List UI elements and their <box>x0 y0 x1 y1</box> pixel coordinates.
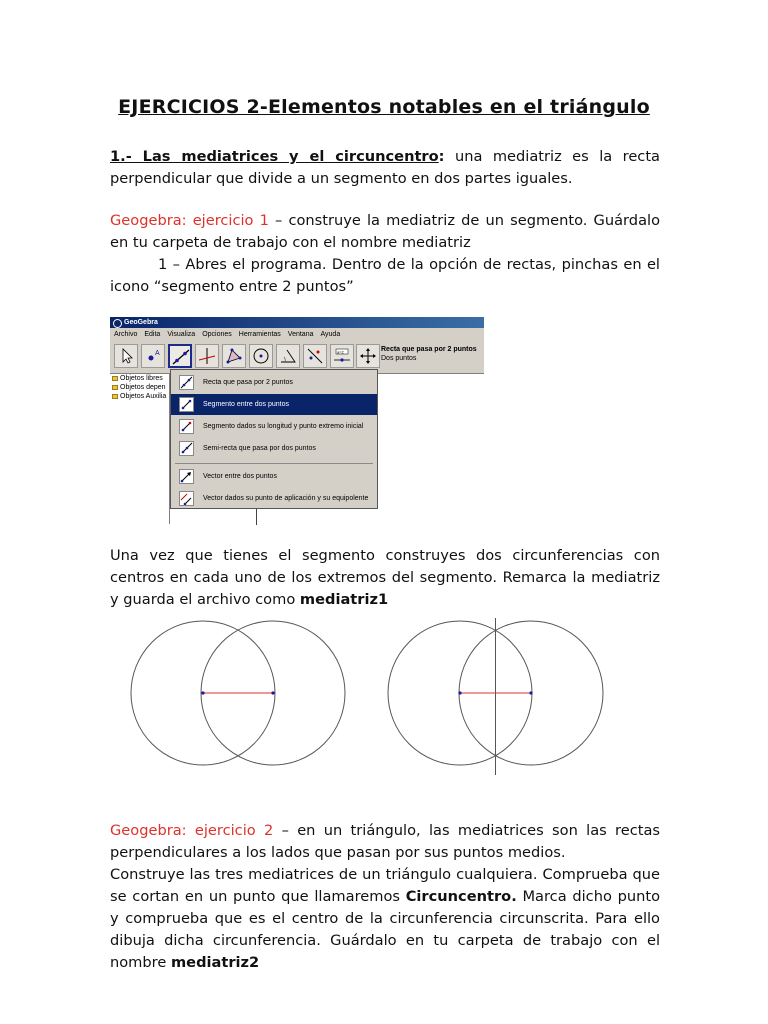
exercise1-text: – construye la mediatriz de un segmento. Guárdalo en tu carpeta de trabajo con el nombre mediatriz <box>110 212 660 251</box>
tool-polygon[interactable] <box>222 344 246 368</box>
slider-icon <box>332 346 352 366</box>
dropdown-divider <box>175 463 373 464</box>
tool-move-view[interactable] <box>356 344 380 368</box>
tool-line-active[interactable] <box>168 344 192 368</box>
tool-angle[interactable] <box>276 344 300 368</box>
paragraph2 <box>110 545 660 611</box>
tool-help <box>381 345 506 363</box>
dropdown-item-ray[interactable]: Semi-recta que pasa por dos puntos <box>171 438 377 459</box>
menu-ventana[interactable]: Ventana <box>287 331 314 338</box>
exercise2-text2a: Construye las tres mediatrices de un triángulo cualquiera. Comprueba que se cortan en un punto que llamaremos <box>110 866 660 905</box>
geogebra-menu-bar <box>110 328 484 341</box>
vector-icon <box>179 469 194 484</box>
segment-length-icon <box>179 419 194 434</box>
exercise1-label: Geogebra: ejercicio 1 <box>110 212 269 229</box>
paragraph2-text: Una vez que tienes el segmento construyes dos circunferencias con centros en cada uno de los extremos del segmento. Remarca la mediatriz y guarda el archivo como <box>110 547 660 608</box>
move-view-icon <box>358 346 378 366</box>
tool-point[interactable] <box>141 344 165 368</box>
segment-point-b <box>271 691 274 694</box>
exercise2-paragraph <box>110 820 660 864</box>
tool-perpendicular[interactable] <box>195 344 219 368</box>
section1-colon: : <box>438 148 445 165</box>
folder-icon <box>112 394 118 399</box>
polygon-icon <box>224 346 244 366</box>
ray-icon <box>179 441 194 456</box>
dropdown-item-segment-selected[interactable]: Segmento entre dos puntos <box>171 394 377 415</box>
tool-move[interactable] <box>114 344 138 368</box>
segment-point-a <box>201 691 204 694</box>
algebra-view <box>110 374 170 444</box>
exercise2-text1: – en un triángulo, las mediatrices son las rectas perpendiculares a los lados que pasan por sus puntos medios. <box>110 822 661 861</box>
menu-herramientas[interactable]: Herramientas <box>238 331 281 338</box>
exercise1-step: 1 – Abres el programa. Dentro de la opción de rectas, pinchas en el icono “segmento entre 2 puntos” <box>110 256 660 295</box>
menu-opciones[interactable]: Opciones <box>202 331 232 338</box>
geogebra-screenshot <box>110 317 484 527</box>
tool-label-text: a=2 <box>337 349 344 355</box>
algebra-item[interactable]: Objetos depen <box>110 383 170 392</box>
section1-heading: 1.- Las mediatrices y el circuncentro <box>110 148 439 165</box>
menu-archivo[interactable]: Archivo <box>114 331 138 338</box>
folder-icon <box>112 376 118 381</box>
dropdown-item-line[interactable]: Recta que pasa por 2 puntos <box>171 372 377 393</box>
svg-text:A: A <box>155 350 160 357</box>
segment-point-a <box>458 691 461 694</box>
segment-point-b <box>529 691 532 694</box>
exercise2-text2b: Marca dicho punto y comprueba que es el centro de la circunferencia circunscrita. Para ello dibuja dicha circunferencia. Guárdalo en tu carpeta de trabajo con el nombre <box>110 888 661 971</box>
page-title: EJERCICIOS 2-Elementos notables en el triángulo <box>118 96 650 118</box>
segment-icon <box>179 397 194 412</box>
tool-reflect[interactable] <box>303 344 327 368</box>
geogebra-title-bar <box>110 317 484 328</box>
geogebra-window-title: GeoGebra <box>124 319 158 326</box>
exercise2-filename: mediatriz2 <box>170 954 260 971</box>
paragraph2-filename: mediatriz1 <box>299 591 389 608</box>
exercise2-instructions <box>110 864 660 974</box>
tool-circle[interactable] <box>249 344 273 368</box>
vector-equipolent-icon <box>179 491 194 506</box>
perpendicular-icon <box>197 346 217 366</box>
folder-icon <box>112 385 118 390</box>
figure-circles-bisector <box>385 610 615 778</box>
figure-circles-segment <box>110 610 370 778</box>
circle-tool-icon <box>251 346 271 366</box>
menu-visualiza[interactable]: Visualiza <box>167 331 196 338</box>
cursor-arrow-icon <box>116 346 136 366</box>
geogebra-logo-icon <box>113 319 122 328</box>
circuncentro-term: Circuncentro. <box>405 888 517 905</box>
dropdown-item-vector[interactable]: Vector entre dos puntos <box>171 466 377 487</box>
tool-help-subtitle: Dos puntos <box>381 355 417 362</box>
algebra-item[interactable]: Objetos Auxilia <box>110 392 170 401</box>
tool-slider[interactable] <box>330 344 354 368</box>
line-icon <box>179 375 194 390</box>
dropdown-item-segment-length[interactable]: Segmento dados su longitud y punto extremo inicial <box>171 416 377 437</box>
line-tool-icon <box>171 347 191 367</box>
new-point-icon <box>143 346 163 366</box>
algebra-item[interactable]: Objetos libres <box>110 374 170 383</box>
exercise1-paragraph <box>110 210 660 254</box>
menu-edita[interactable]: Edita <box>144 331 161 338</box>
section1-text: una mediatriz es la recta perpendicular que divide a un segmento en dos partes iguales. <box>110 148 660 187</box>
line-tools-dropdown <box>170 369 378 509</box>
tool-help-title: Recta que pasa por 2 puntos <box>381 346 477 353</box>
section1-paragraph <box>110 146 660 190</box>
menu-ayuda[interactable]: Ayuda <box>320 331 341 338</box>
dropdown-item-vector-equipolent[interactable]: Vector dados su punto de aplicación y su equipolente <box>171 488 377 509</box>
reflect-icon <box>305 346 325 366</box>
angle-icon <box>278 346 298 366</box>
graphics-axis <box>256 509 257 525</box>
exercise2-label: Geogebra: ejercicio 2 <box>110 822 274 839</box>
